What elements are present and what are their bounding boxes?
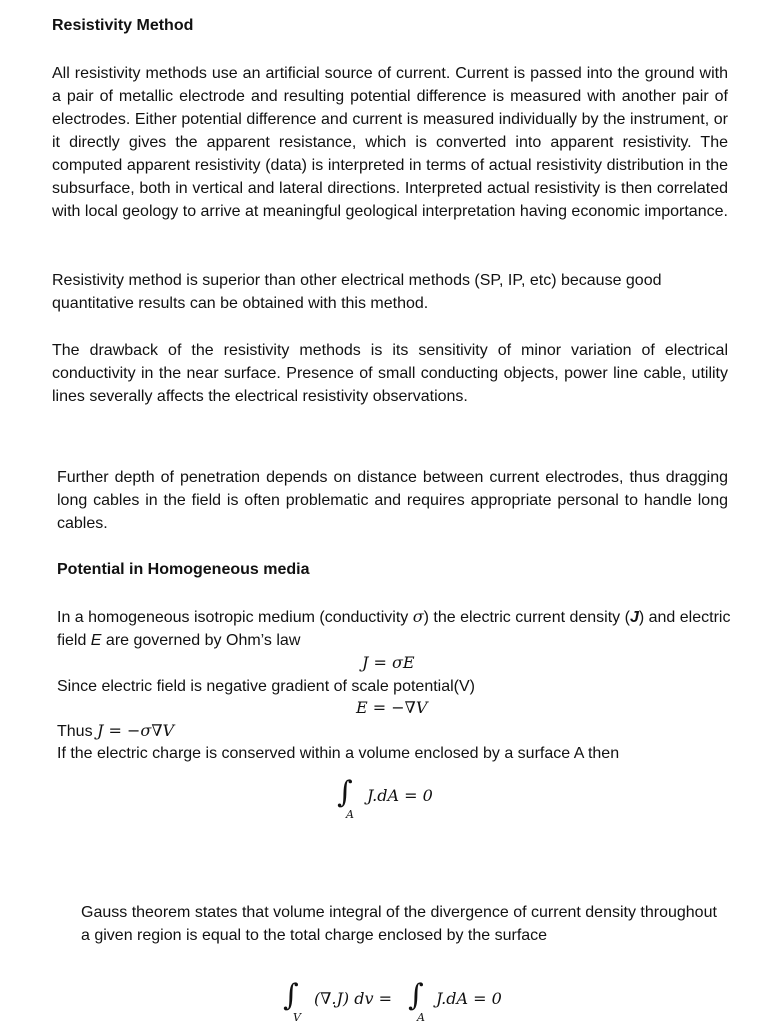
paragraph-gauss-theorem: Gauss theorem states that volume integral of the divergence of current density throughout a given region is equal to the total charge enclosed by the surface [81,904,717,944]
integral-body: J.dA = 0 [367,786,433,805]
volume-integral-body: (∇.J) dv = [314,989,393,1008]
volume-integral-subscript: V [293,1011,301,1024]
current-density-symbol: J [629,609,639,626]
paragraph-thus [57,719,747,743]
paragraph-resistivity-intro: All resistivity methods use an artificial source of current. Current is passed into the ground with a pair of metallic electrode and resulting potential difference is measured with another pair of electrodes. Either potential difference and current is measured individually by the instrument, or it directly gives the apparent resistance, which is converted into apparent resistivity. The computed apparent resistivity (data) is interpreted in terms of actual resistivity distribution in the subsurface, both in vertical and lateral directions. Interpreted actual resistivity is then correlated with local geology to arrive at meaningful geological interpretation having economic importance. [52,65,728,220]
surface-integral-sign: ∫ [408,978,424,1013]
volume-integral-sign: ∫ [283,978,299,1013]
equation-ohms-law: J = σE [362,653,415,672]
paragraph-resistivity-drawback: The drawback of the resistivity methods is its sensitivity of minor variation of electrical conductivity in the near surface. Presence of small conducting objects, power line cable, utility lines severally affects the electrical resistivity observations. [52,342,728,405]
integral-sign: ∫ [337,775,353,810]
intro-text-d: are governed by Ohm’s law [101,632,301,649]
surface-integral-subscript: A [417,1011,425,1024]
intro-text-a: In a homogeneous isotropic medium (conductivity [57,609,413,626]
intro-text-c: ) and electric field [57,609,731,649]
paragraph-charge-conserved: If the electric charge is conserved within a volume enclosed by a surface A then [57,745,620,762]
paragraph-resistivity-superiority: Resistivity method is superior than other electrical methods (SP, IP, etc) because good quantitative results can be obtained with this method. [52,272,662,312]
surface-integral-body: J.dA = 0 [436,989,502,1008]
thus-prefix: Thus [57,723,98,740]
paragraph-depth-penetration: Further depth of penetration depends on distance between current electrodes, thus dragging long cables in the field is often problematic and requires appropriate personal to handle long cables. [57,469,728,532]
paragraph-ohms-law-intro [57,605,747,652]
equation-gradient: E = −∇V [356,698,428,717]
intro-text-b: ) the electric current density ( [423,609,630,626]
integral-subscript: A [346,808,354,821]
paragraph-gradient: Since electric field is negative gradient of scale potential(V) [57,678,475,695]
electric-field-symbol: E [90,632,102,649]
section-heading-resistivity: Resistivity Method [52,17,194,34]
sigma-symbol: σ [412,607,424,626]
section-heading-potential: Potential in Homogeneous media [57,561,310,578]
equation-thus: J = −σ∇V [97,721,175,740]
